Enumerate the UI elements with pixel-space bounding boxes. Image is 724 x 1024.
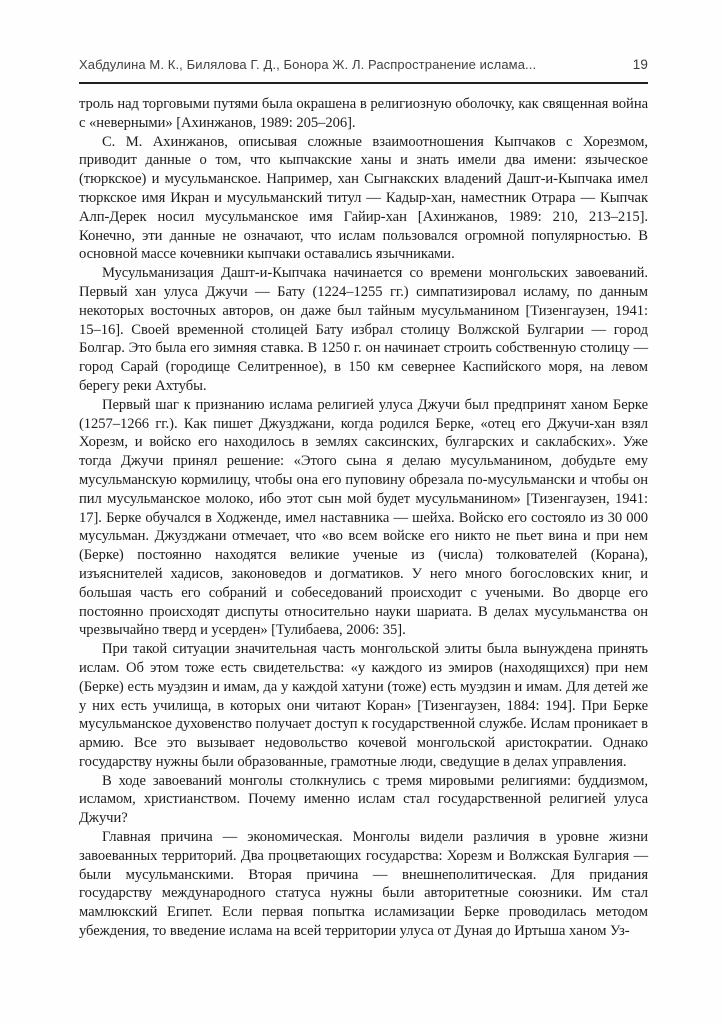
paragraph: троль над торговыми путями была окрашена в религиозную оболочку, как священная война с «неверными» [Ахинжанов, 1989: 205–206]. [79, 96, 648, 131]
paragraph: Первый шаг к признанию ислама религией улуса Джучи был предпринят ханом Берке (1257–1266 гг.). Как пишет Джузджани, когда родился Берке, «отец его Джучи-хан взял Хорезм, и войско его находилось в землях саксинских, булгарских и саклабских». Уже тогда Джучи принял решение: «Этого сына я делаю мусульманином, добудьте ему мусульманскую кормилицу, чтобы она его пуповину обрезала по-мусульмански и чтобы он пил мусульманское молоко, ибо этот сын мой будет мусульманином» [Тизенгаузен, 1941: 17]. Берке обучался в Ходженде, имел наставника — шейха. Войско его состояло из 30 000 мусульман. Джузджани отмечает, что «во всем войске его никто не пьет вина и при нем (Берке) постоянно находятся великие ученые из (числа) толкователей (Корана), изъяснителей хадисов, законоведов и догматиков. У него много богословских книг, и большая часть его собраний и собеседований происходит с учеными. Во дворце его постоянно происходят диспуты относительно науки шариата. В делах мусульманства он чрезвычайно тверд и усерден» [Тулибаева, 2006: 35]. [79, 396, 648, 639]
paragraph: В ходе завоеваний монголы столкнулись с тремя мировыми религиями: буддизмом, исламом, христианством. Почему именно ислам стал государственной религией улуса Джучи? [79, 772, 648, 827]
running-header-title: Хабдулина М. К., Билялова Г. Д., Бонора Ж. Л. Распространение ислама... [79, 57, 537, 72]
paragraph: Главная причина — экономическая. Монголы видели различия в уровне жизни завоеванных территорий. Два процветающих государства: Хорезм и Волжская Булгария — были мусульманскими. Вторая причина — внешнеполитическая. Для придания государству международного статуса нужны были авторитетные союзники. Им стал мамлюкский Египет. Если первая попытка исламизации Берке проводилась методом убеждения, то введение ислама на всей территории улуса от Дуная до Иртыша ханом Уз- [79, 829, 648, 940]
paragraph: Мусульманизация Дашт-и-Кыпчака начинается со времени монгольских завоеваний. Первый хан улуса Джучи — Бату (1224–1255 гг.) симпатизировал исламу, по данным некоторых восточных авторов, он даже был тайным мусульманином [Тизенгаузен, 1941: 15–16]. Своей временной столицей Бату избрал столицу Волжской Булгарии — город Болгар. Это была его зимняя ставка. В 1250 г. он начинает строить собственную столицу — город Сарай (городище Селитренное), в 150 км севернее Каспийского моря, на левом берегу реки Ахтубы. [79, 265, 648, 394]
page-number: 19 [632, 57, 648, 72]
paragraph: При такой ситуации значительная часть монгольской элиты была вынуждена принять ислам. Об этом тоже есть свидетельства: «у каждого из эмиров (находящихся) при нем (Берке) есть муэдзин и имам, да у каждой хатуни (тоже) есть муэдзин и имам. Для детей же у них есть училища, в которых они читают Коран» [Тизенгаузен, 1884: 194]. При Берке мусульманское духовенство получает доступ к государственной службе. Ислам проникает в армию. Все это вызывает недовольство кочевой монгольской аристократии. Однако государству нужны были образованные, грамотные люди, сведущие в делах управления. [79, 641, 648, 770]
header-rule [79, 82, 648, 84]
paragraph: С. М. Ахинжанов, описывая сложные взаимоотношения Кыпчаков с Хорезмом, приводит данные о том, что кыпчакские ханы и знать имели два имени: языческое (тюркское) и мусульманское. Например, хан Сыгнакских владений Дашт-и-Кыпчака имел тюркское имя Икран и мусульманский титул — Кадыр-хан, наместник Отрара — Кыпчак Алп-Дерек носил мусульманское имя Гайир-хан [Ахинжанов, 1989: 210, 213–215]. Конечно, эти данные не означают, что ислам пользовался огромной популярностью. В основной массе кочевники кыпчаки оставались язычниками. [79, 133, 648, 263]
running-header [79, 57, 648, 73]
article-body [79, 95, 648, 941]
